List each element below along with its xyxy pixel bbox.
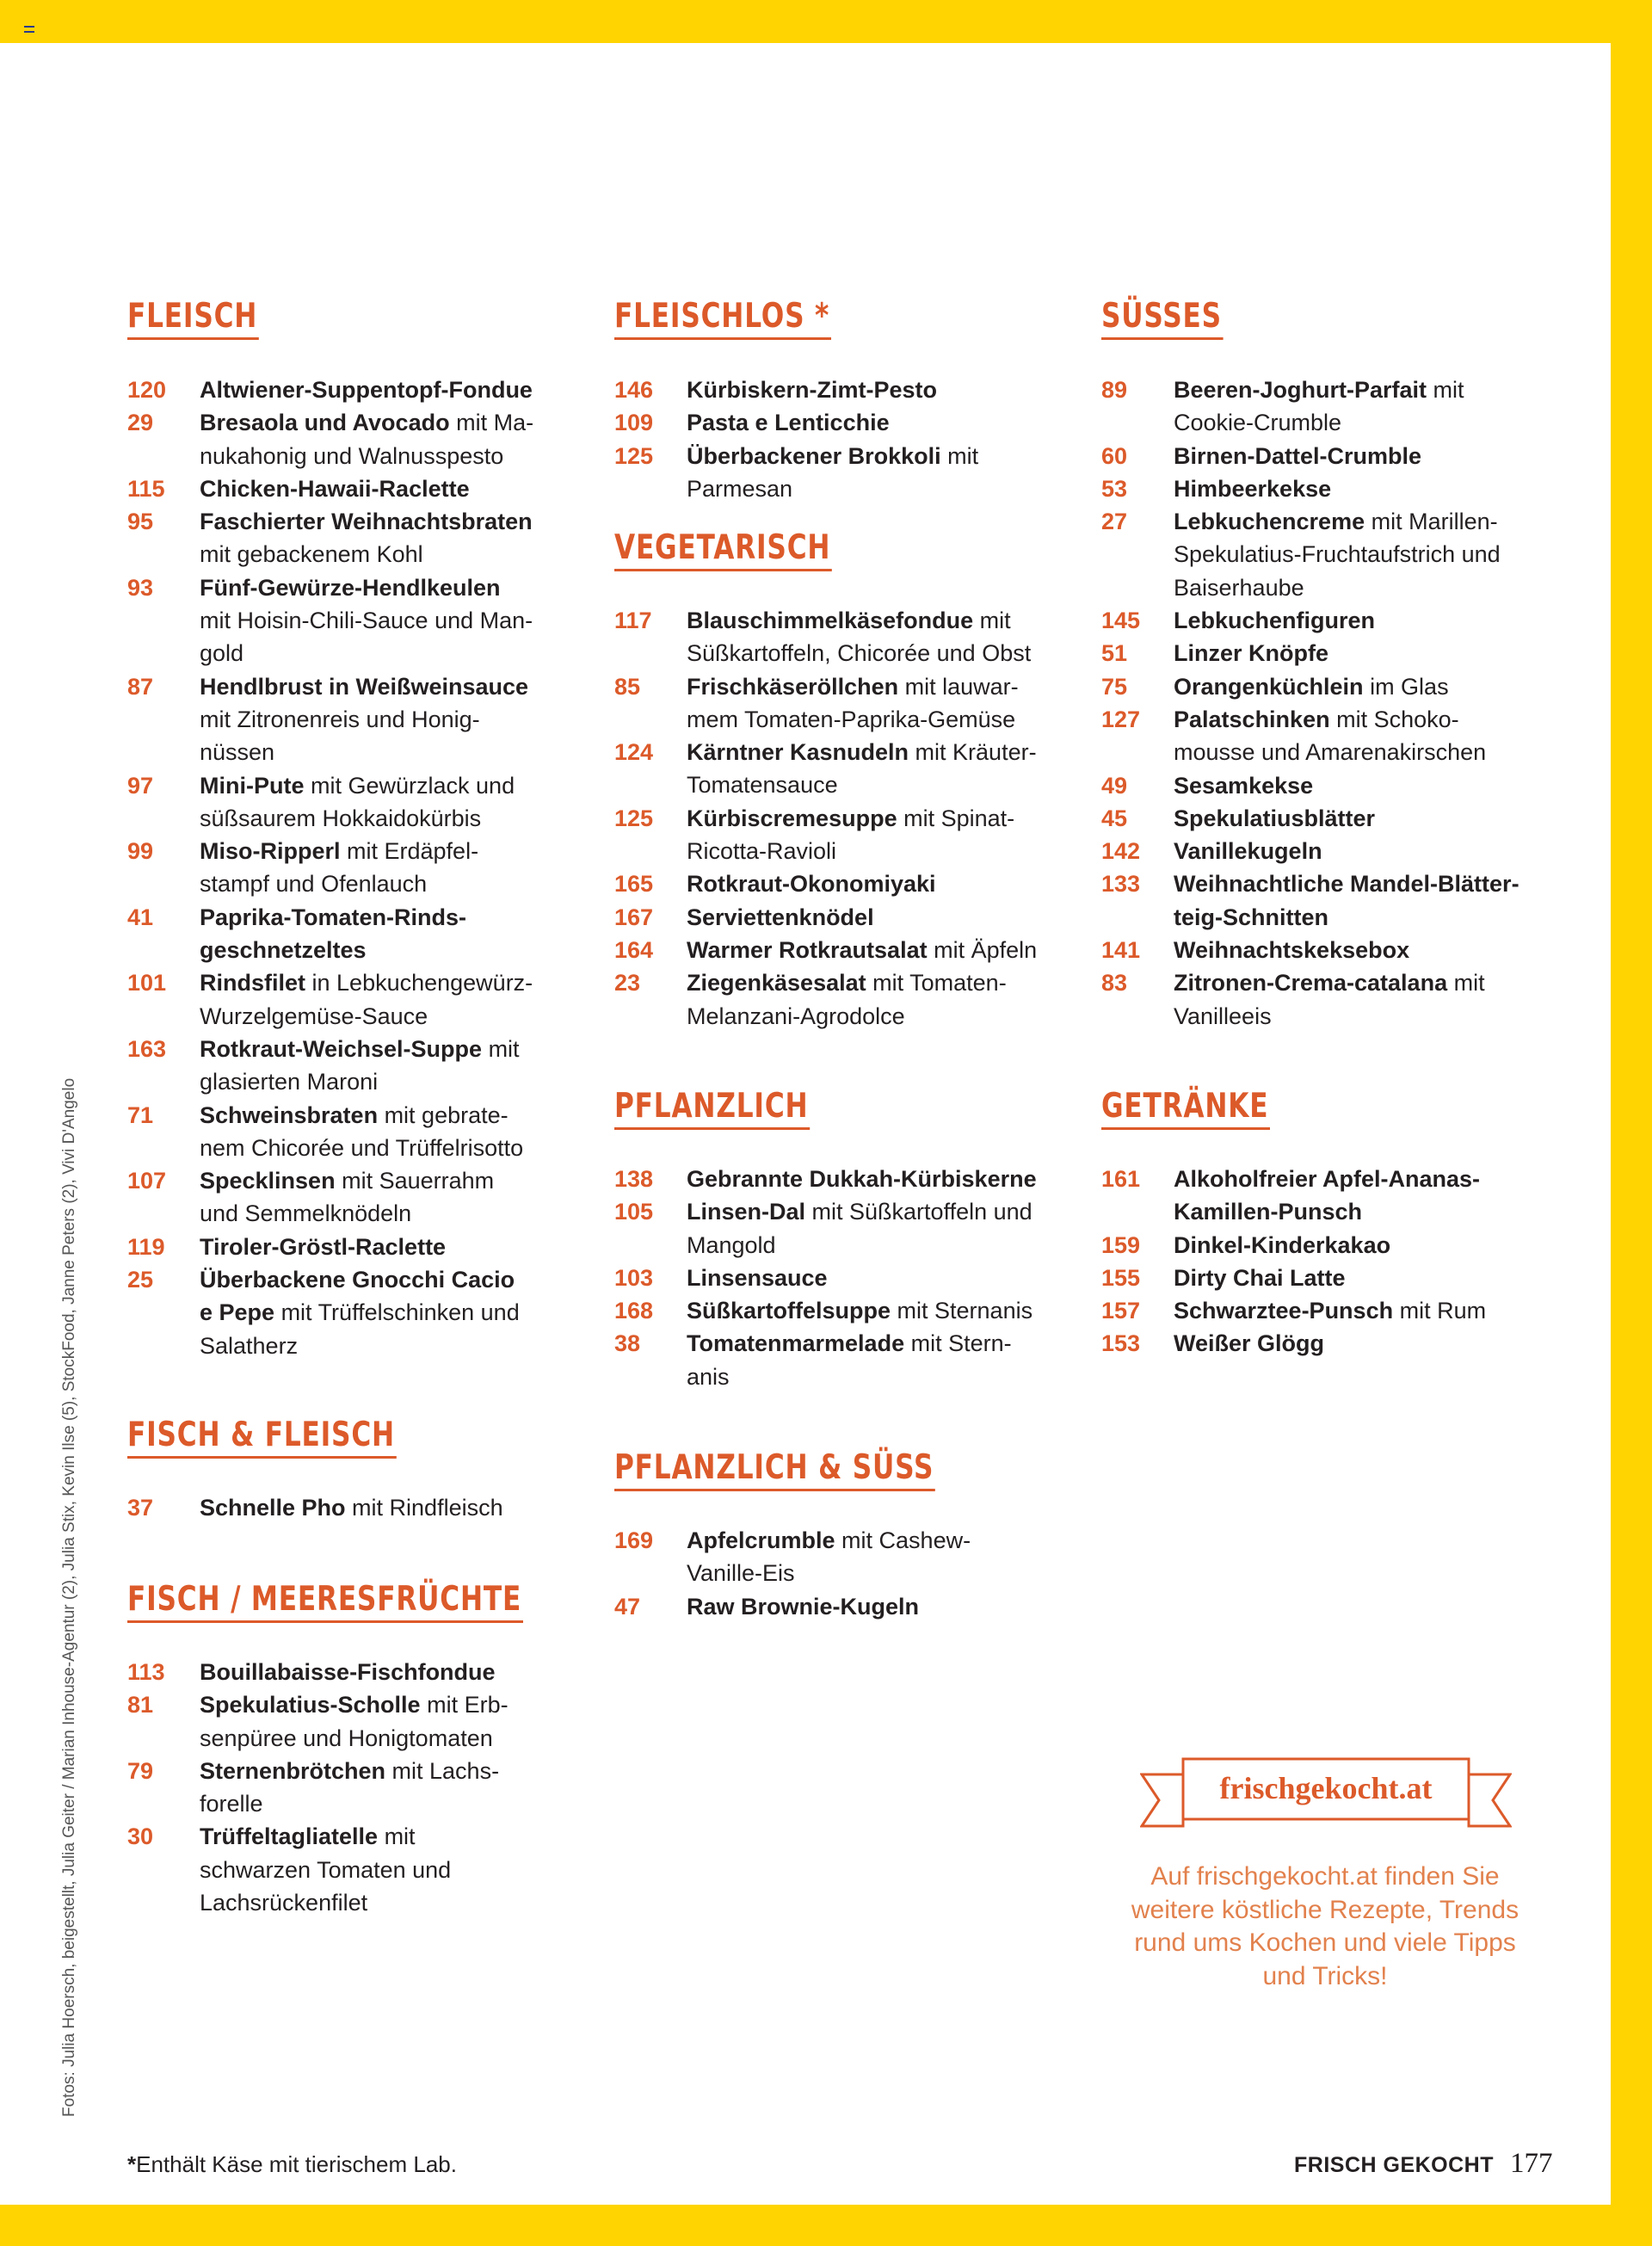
recipe-name: Schnelle Pho — [200, 1495, 346, 1521]
recipe-page-number: 119 — [127, 1233, 165, 1260]
recipe-entry[interactable] — [614, 901, 1096, 934]
recipe-description: mit lauwar- mem Tomaten-Paprika-Gemüse — [687, 673, 1019, 732]
recipe-page-number: 25 — [127, 1267, 154, 1293]
recipe-name: Tiroler-Gröstl-Raclette — [200, 1233, 447, 1260]
recipe-text — [200, 1099, 609, 1165]
recipe-description: mit gebrate- nem Chicorée und Trüffelrisotto — [200, 1101, 524, 1161]
recipe-text — [687, 867, 1096, 900]
recipe-text — [200, 901, 609, 967]
section-title-fisch-fleisch: FISCH & FLEISCH — [127, 1415, 397, 1459]
recipe-text — [687, 1327, 1096, 1393]
recipe-name: Tomatenmarmelade — [687, 1330, 905, 1357]
recipe-entry[interactable] — [127, 769, 609, 836]
recipe-description: mit Gewürzlack und süßsaurem Hokkaidokürbis — [200, 772, 515, 831]
recipe-page-number: 45 — [1101, 805, 1128, 831]
section-entries — [1101, 1163, 1583, 1361]
recipe-entry[interactable] — [614, 1524, 1096, 1590]
recipe-description: mit glasierten Maroni — [200, 1035, 520, 1095]
recipe-page-number: 97 — [127, 772, 154, 799]
recipe-name: Vanillekugeln — [1174, 838, 1322, 865]
recipe-name: Raw Brownie-Kugeln — [687, 1593, 920, 1620]
recipe-text — [200, 670, 609, 769]
recipe-name: Faschierter Weihnachtsbraten — [200, 509, 533, 535]
section-title-getraenke: GETRÄNKE — [1101, 1086, 1270, 1130]
recipe-entry[interactable] — [1101, 373, 1583, 440]
recipe-name: Schwarztee-Punsch — [1174, 1298, 1394, 1324]
recipe-name: Lebkuchenfiguren — [1174, 608, 1376, 634]
recipe-description: mit Süßkartoffeln und Mangold — [687, 1199, 1032, 1258]
section-entries — [127, 1491, 609, 1524]
recipe-page-number: 87 — [127, 673, 154, 700]
recipe-page-number: 79 — [127, 1757, 154, 1784]
recipe-name: Überbackene Gnocchi Cacio e Pepe — [200, 1267, 515, 1326]
recipe-entry[interactable] — [127, 1263, 609, 1362]
recipe-entry[interactable] — [1101, 934, 1583, 966]
recipe-page-number: 105 — [614, 1199, 654, 1225]
recipe-entry[interactable] — [127, 1033, 609, 1099]
recipe-name: Altwiener-Suppentopf-Fondue — [200, 377, 533, 403]
recipe-entry[interactable] — [1101, 835, 1583, 867]
recipe-text — [1174, 440, 1583, 472]
recipe-page-number: 117 — [614, 608, 652, 633]
recipe-text — [1174, 703, 1583, 769]
recipe-page-number: 27 — [1101, 509, 1128, 535]
promo-text: Auf frischgekocht.at finden Sie weitere köstliche Rezepte, Trends rund ums Kochen und viele Tipps und Tricks! — [1131, 1862, 1519, 1990]
recipe-page-number: 125 — [614, 805, 654, 831]
promo-banner-text: frischgekocht.at — [1219, 1771, 1433, 1805]
recipe-text — [1174, 637, 1583, 669]
recipe-entry[interactable] — [614, 1163, 1096, 1195]
recipe-page-number: 101 — [127, 970, 167, 997]
footnote-mark: * — [127, 2151, 137, 2177]
section-entries — [127, 373, 609, 1362]
recipe-text — [1174, 505, 1583, 604]
section-title-fleischlos: FLEISCHLOS * — [614, 296, 831, 340]
recipe-page-number: 120 — [127, 377, 167, 403]
recipe-name: Apfelcrumble — [687, 1527, 835, 1553]
recipe-entry[interactable] — [614, 1262, 1096, 1294]
recipe-description: mit Stern- anis — [687, 1330, 1012, 1390]
recipe-description: mit Cashew- Vanille-Eis — [687, 1527, 971, 1587]
section-entries — [614, 1524, 1096, 1623]
recipe-entry[interactable] — [1101, 637, 1583, 669]
recipe-name: Kürbiskern-Zimt-Pesto — [687, 377, 938, 403]
recipe-entry[interactable] — [127, 472, 609, 505]
recipe-name: Orangenküchlein — [1174, 673, 1364, 700]
recipe-entry[interactable] — [1101, 670, 1583, 703]
recipe-entry[interactable] — [127, 571, 609, 670]
footnote — [127, 2151, 457, 2178]
recipe-page-number: 124 — [614, 739, 654, 766]
page-number: 177 — [1510, 2148, 1553, 2179]
recipe-page-number: 165 — [614, 871, 654, 898]
recipe-page-number: 138 — [614, 1166, 654, 1192]
recipe-entry[interactable] — [614, 406, 1096, 439]
recipe-description: mit schwarzen Tomaten und Lachsrückenfilet — [200, 1823, 452, 1916]
recipe-page-number: 125 — [614, 442, 654, 469]
recipe-description: mit Äpfeln — [927, 936, 1038, 963]
recipe-page-number: 30 — [127, 1823, 154, 1850]
recipe-entry[interactable] — [614, 736, 1096, 802]
recipe-name: Hendlbrust in Weißweinsauce — [200, 673, 529, 700]
recipe-text — [687, 901, 1096, 934]
recipe-text — [200, 406, 609, 472]
recipe-text — [1174, 835, 1583, 867]
recipe-entry[interactable] — [127, 966, 609, 1033]
recipe-entry[interactable] — [614, 934, 1096, 966]
recipe-page-number: 163 — [127, 1035, 167, 1062]
recipe-entry[interactable] — [614, 867, 1096, 900]
recipe-page-number: 109 — [614, 410, 654, 436]
recipe-name: Bresaola und Avocado — [200, 410, 450, 436]
recipe-text — [1174, 802, 1583, 835]
recipe-page-number: 85 — [614, 673, 641, 700]
recipe-entry[interactable] — [1101, 505, 1583, 604]
recipe-page-number: 161 — [1101, 1166, 1141, 1192]
recipe-entry[interactable] — [614, 373, 1096, 406]
recipe-entry[interactable] — [1101, 1229, 1583, 1262]
recipe-text — [687, 966, 1096, 1033]
recipe-description: mit Kräuter- Tomatensauce — [687, 739, 1037, 799]
recipe-text — [200, 966, 609, 1033]
recipe-name: Dinkel-Kinderkakao — [1174, 1231, 1391, 1258]
recipe-page-number: 75 — [1101, 673, 1128, 700]
recipe-text — [687, 1262, 1096, 1294]
recipe-text — [687, 440, 1096, 506]
recipe-name: Rindsfilet — [200, 970, 306, 997]
recipe-text — [200, 835, 609, 901]
recipe-text — [200, 1164, 609, 1231]
recipe-description: mit Rum — [1393, 1298, 1487, 1324]
recipe-entry[interactable] — [127, 835, 609, 901]
recipe-entry[interactable] — [127, 1688, 609, 1755]
recipe-page-number: 133 — [1101, 871, 1141, 898]
recipe-description: mit Spinat- Ricotta-Ravioli — [687, 805, 1015, 865]
recipe-name: Rotkraut-Okonomiyaki — [687, 871, 936, 898]
recipe-name: Gebrannte Dukkah-Kürbiskerne — [687, 1166, 1037, 1192]
recipe-entry[interactable] — [1101, 1294, 1583, 1327]
recipe-name: Überbackener Brokkoli — [687, 442, 941, 469]
recipe-page-number: 127 — [1101, 706, 1141, 732]
section-title-pflanzlich: PFLANZLICH — [614, 1086, 810, 1130]
recipe-entry[interactable] — [614, 802, 1096, 868]
recipe-entry[interactable] — [614, 670, 1096, 737]
recipe-page-number: 164 — [614, 936, 654, 963]
recipe-entry[interactable] — [127, 670, 609, 769]
recipe-name: Bouillabaisse-Fischfondue — [200, 1659, 496, 1685]
recipe-name: Lebkuchencreme — [1174, 509, 1365, 535]
recipe-text — [200, 505, 609, 571]
page — [0, 43, 1611, 2205]
recipe-entry[interactable] — [614, 1195, 1096, 1262]
recipe-text — [200, 1688, 609, 1755]
recipe-description: mit Cookie-Crumble — [1174, 377, 1464, 436]
recipe-text — [200, 1656, 609, 1688]
recipe-text — [687, 736, 1096, 802]
recipe-name: Specklinsen — [200, 1168, 336, 1194]
footnote-text: Enthält Käse mit tierischem Lab. — [136, 2151, 457, 2177]
recipe-name: Birnen-Dattel-Crumble — [1174, 442, 1422, 469]
recipe-name: Linsen-Dal — [687, 1199, 806, 1225]
recipe-entry[interactable] — [1101, 604, 1583, 637]
recipe-name: Mini-Pute — [200, 772, 305, 799]
recipe-text — [200, 769, 609, 836]
recipe-entry[interactable] — [127, 1231, 609, 1263]
recipe-name: Himbeerkekse — [1174, 475, 1332, 502]
recipe-page-number: 169 — [614, 1527, 654, 1553]
recipe-text — [687, 406, 1096, 439]
recipe-name: Trüffeltagliatelle — [200, 1823, 379, 1850]
recipe-name: Schweinsbraten — [200, 1101, 379, 1128]
recipe-description: mit Marillen- Spekulatius-Fruchtaufstrich und Baiserhaube — [1174, 509, 1501, 601]
recipe-entry[interactable] — [614, 604, 1096, 670]
recipe-text — [200, 373, 609, 406]
recipe-page-number: 115 — [127, 475, 165, 502]
recipe-page-number: 113 — [127, 1659, 165, 1685]
recipe-page-number: 71 — [127, 1101, 154, 1128]
recipe-text — [687, 1524, 1096, 1590]
recipe-page-number: 89 — [1101, 377, 1128, 403]
recipe-entry[interactable] — [1101, 472, 1583, 505]
recipe-page-number: 47 — [614, 1593, 641, 1620]
recipe-page-number: 93 — [127, 574, 154, 601]
recipe-entry[interactable] — [1101, 802, 1583, 835]
recipe-description: mit Rindfleisch — [345, 1495, 503, 1521]
recipe-text — [200, 1263, 609, 1362]
section-entries — [614, 1163, 1096, 1393]
recipe-page-number: 155 — [1101, 1264, 1141, 1291]
recipe-entry[interactable] — [614, 1294, 1096, 1327]
recipe-page-number: 49 — [1101, 772, 1128, 799]
recipe-entry[interactable] — [127, 373, 609, 406]
recipe-page-number: 153 — [1101, 1330, 1141, 1357]
recipe-entry[interactable] — [127, 901, 609, 967]
recipe-page-number: 23 — [614, 970, 641, 997]
photo-credit: Fotos: Julia Hoersch, beigestellt, Julia Geiter / Marian Inhouse-Agentur (2), Julia Stix, Kevin Ilse (5), StockFood, Janne Peters (2), Vivi D'Angelo — [60, 1077, 78, 2117]
recipe-name: Linsensauce — [687, 1264, 828, 1291]
section-title-fisch-meeresfruechte: FISCH / MEERESFRÜCHTE — [127, 1579, 523, 1623]
recipe-name: Alkoholfreier Apfel-Ananas- Kamillen-Punsch — [1174, 1166, 1481, 1225]
recipe-text — [1174, 373, 1583, 440]
recipe-page-number: 37 — [127, 1495, 154, 1521]
recipe-entry[interactable] — [1101, 769, 1583, 802]
recipe-name: Paprika-Tomaten-Rinds- geschnetzeltes — [200, 904, 467, 964]
recipe-text — [200, 1820, 609, 1919]
recipe-text — [1174, 966, 1583, 1033]
recipe-name: Frischkäseröllchen — [687, 673, 899, 700]
recipe-name: Sternenbrötchen — [200, 1757, 386, 1784]
recipe-text — [200, 1231, 609, 1263]
recipe-description: mit Schoko- mousse und Amarenakirschen — [1174, 706, 1487, 766]
recipe-entry[interactable] — [127, 1099, 609, 1165]
recipe-description: mit Ma- nukahonig und Walnusspesto — [200, 410, 534, 469]
recipe-name: Beeren-Joghurt-Parfait — [1174, 377, 1427, 403]
section-title-vegetarisch: VEGETARISCH — [614, 528, 832, 571]
recipe-name: Pasta e Lenticchie — [687, 410, 890, 436]
recipe-text — [687, 1195, 1096, 1262]
recipe-entry[interactable] — [127, 505, 609, 571]
recipe-page-number: 157 — [1101, 1298, 1141, 1324]
recipe-name: Kärntner Kasnudeln — [687, 739, 909, 766]
recipe-description: mit Sauerrahm und Semmelknödeln — [200, 1168, 495, 1227]
recipe-page-number: 142 — [1101, 838, 1141, 865]
recipe-text — [687, 934, 1096, 966]
recipe-name: Zitronen-Crema-catalana — [1174, 970, 1448, 997]
recipe-name: Palatschinken — [1174, 706, 1330, 732]
recipe-entry[interactable] — [614, 1590, 1096, 1623]
recipe-description: mit Tomaten- Melanzani-Agrodolce — [687, 970, 1007, 1029]
recipe-page-number: 41 — [127, 904, 154, 930]
recipe-page-number: 168 — [614, 1298, 654, 1324]
recipe-text — [687, 1590, 1096, 1623]
recipe-name: Kürbiscremesuppe — [687, 805, 897, 831]
section-title-fleisch: FLEISCH — [127, 296, 259, 340]
recipe-name: Spekulatiusblätter — [1174, 805, 1376, 831]
recipe-name: Linzer Knöpfe — [1174, 640, 1328, 667]
recipe-entry[interactable] — [614, 966, 1096, 1033]
recipe-text — [1174, 472, 1583, 505]
recipe-text — [1174, 1229, 1583, 1262]
footer-brand: FRISCH GEKOCHT — [1294, 2153, 1494, 2177]
recipe-text — [687, 670, 1096, 737]
recipe-text — [1174, 867, 1583, 934]
section-entries — [127, 1656, 609, 1919]
recipe-description: mit Vanilleeis — [1174, 970, 1485, 1029]
recipe-entry[interactable] — [127, 1656, 609, 1688]
recipe-text — [200, 1755, 609, 1821]
recipe-entry[interactable] — [1101, 966, 1583, 1033]
recipe-text — [1174, 1294, 1583, 1327]
recipe-page-number: 83 — [1101, 970, 1128, 997]
recipe-entry[interactable] — [127, 1820, 609, 1919]
recipe-entry[interactable] — [127, 1755, 609, 1821]
recipe-page-number: 145 — [1101, 608, 1141, 634]
recipe-name: Miso-Ripperl — [200, 838, 341, 865]
recipe-description: mit Trüffelschinken und Salatherz — [200, 1299, 520, 1359]
recipe-name: Ziegenkäsesalat — [687, 970, 866, 997]
recipe-entry[interactable] — [127, 1491, 609, 1524]
recipe-text — [200, 1491, 609, 1524]
recipe-name: Weihnachtskeksebox — [1174, 937, 1410, 964]
recipe-entry[interactable] — [614, 440, 1096, 506]
recipe-text — [1174, 604, 1583, 637]
recipe-entry[interactable] — [1101, 703, 1583, 769]
recipe-name: Warmer Rotkrautsalat — [687, 936, 928, 963]
recipe-description: in Lebkuchengewürz- Wurzelgemüse-Sauce — [200, 970, 533, 1029]
recipe-text — [687, 1294, 1096, 1327]
recipe-description: mit Süßkartoffeln, Chicorée und Obst — [687, 608, 1032, 667]
section-title-pflanzlich-suess: PFLANZLICH & SÜSS — [614, 1447, 935, 1491]
recipe-page-number: 159 — [1101, 1231, 1141, 1258]
recipe-text — [687, 1163, 1096, 1195]
recipe-description: mit Erdäpfel- stampf und Ofenlauch — [200, 838, 479, 898]
recipe-name: Süßkartoffelsuppe — [687, 1298, 891, 1324]
recipe-text — [1174, 1327, 1583, 1360]
recipe-description: mit Parmesan — [687, 442, 979, 502]
recipe-name: Weißer Glögg — [1174, 1330, 1325, 1357]
recipe-description: mit Sternanis — [891, 1298, 1033, 1324]
recipe-description: mit gebackenem Kohl — [200, 541, 423, 568]
recipe-name: Dirty Chai Latte — [1174, 1264, 1346, 1291]
recipe-text — [200, 1033, 609, 1099]
recipe-name: Serviettenknödel — [687, 904, 874, 930]
recipe-name: Spekulatius-Scholle — [200, 1692, 421, 1718]
recipe-entry[interactable] — [1101, 1327, 1583, 1360]
recipe-page-number: 60 — [1101, 442, 1128, 469]
recipe-entry[interactable] — [1101, 440, 1583, 472]
recipe-entry[interactable] — [1101, 1262, 1583, 1294]
recipe-description: im Glas — [1363, 673, 1449, 700]
recipe-entry[interactable] — [127, 406, 609, 472]
recipe-name: Weihnachtliche Mandel-Blätter- teig-Schnitten — [1174, 871, 1519, 930]
section-entries — [614, 373, 1096, 505]
recipe-page-number: 29 — [127, 410, 154, 436]
recipe-page-number: 95 — [127, 509, 154, 535]
section-entries — [1101, 373, 1583, 1033]
recipe-entry[interactable] — [1101, 1163, 1583, 1229]
recipe-name: Blauschimmelkäsefondue — [687, 608, 974, 633]
recipe-name: Chicken-Hawaii-Raclette — [200, 475, 470, 502]
recipe-text — [1174, 670, 1583, 703]
recipe-text — [200, 472, 609, 505]
recipe-text — [1174, 934, 1583, 966]
recipe-page-number: 53 — [1101, 475, 1128, 502]
recipe-page-number: 38 — [614, 1330, 641, 1357]
recipe-name: Fünf-Gewürze-Hendlkeulen — [200, 574, 501, 601]
recipe-page-number: 99 — [127, 838, 154, 865]
recipe-entry[interactable] — [614, 1327, 1096, 1393]
recipe-text — [1174, 1163, 1583, 1229]
recipe-text — [1174, 1262, 1583, 1294]
recipe-text — [200, 571, 609, 670]
recipe-text — [687, 604, 1096, 670]
recipe-page-number: 81 — [127, 1692, 154, 1718]
recipe-page-number: 51 — [1101, 640, 1128, 667]
section-entries — [614, 604, 1096, 1033]
recipe-name: Rotkraut-Weichsel-Suppe — [200, 1035, 483, 1062]
recipe-page-number: 141 — [1101, 937, 1141, 964]
recipe-text — [687, 802, 1096, 868]
promo-banner[interactable] — [1140, 1755, 1512, 1835]
section-title-suesses: SÜSSES — [1101, 296, 1224, 340]
recipe-description: mit Zitronenreis und Honig- nüssen — [200, 706, 480, 766]
recipe-page-number: 103 — [614, 1264, 654, 1291]
recipe-entry[interactable] — [1101, 867, 1583, 934]
recipe-page-number: 107 — [127, 1168, 167, 1194]
recipe-name: Sesamkekse — [1174, 772, 1314, 799]
recipe-entry[interactable] — [127, 1164, 609, 1231]
recipe-text — [1174, 769, 1583, 802]
recipe-description: mit Lachs- forelle — [200, 1757, 500, 1817]
recipe-page-number: 167 — [614, 904, 654, 930]
menu-icon[interactable] — [24, 26, 34, 33]
recipe-page-number: 146 — [614, 377, 654, 403]
recipe-text — [687, 373, 1096, 406]
recipe-description: mit Hoisin-Chili-Sauce und Man- gold — [200, 608, 533, 667]
recipe-description: mit Erb- senpüree und Honigtomaten — [200, 1692, 509, 1751]
